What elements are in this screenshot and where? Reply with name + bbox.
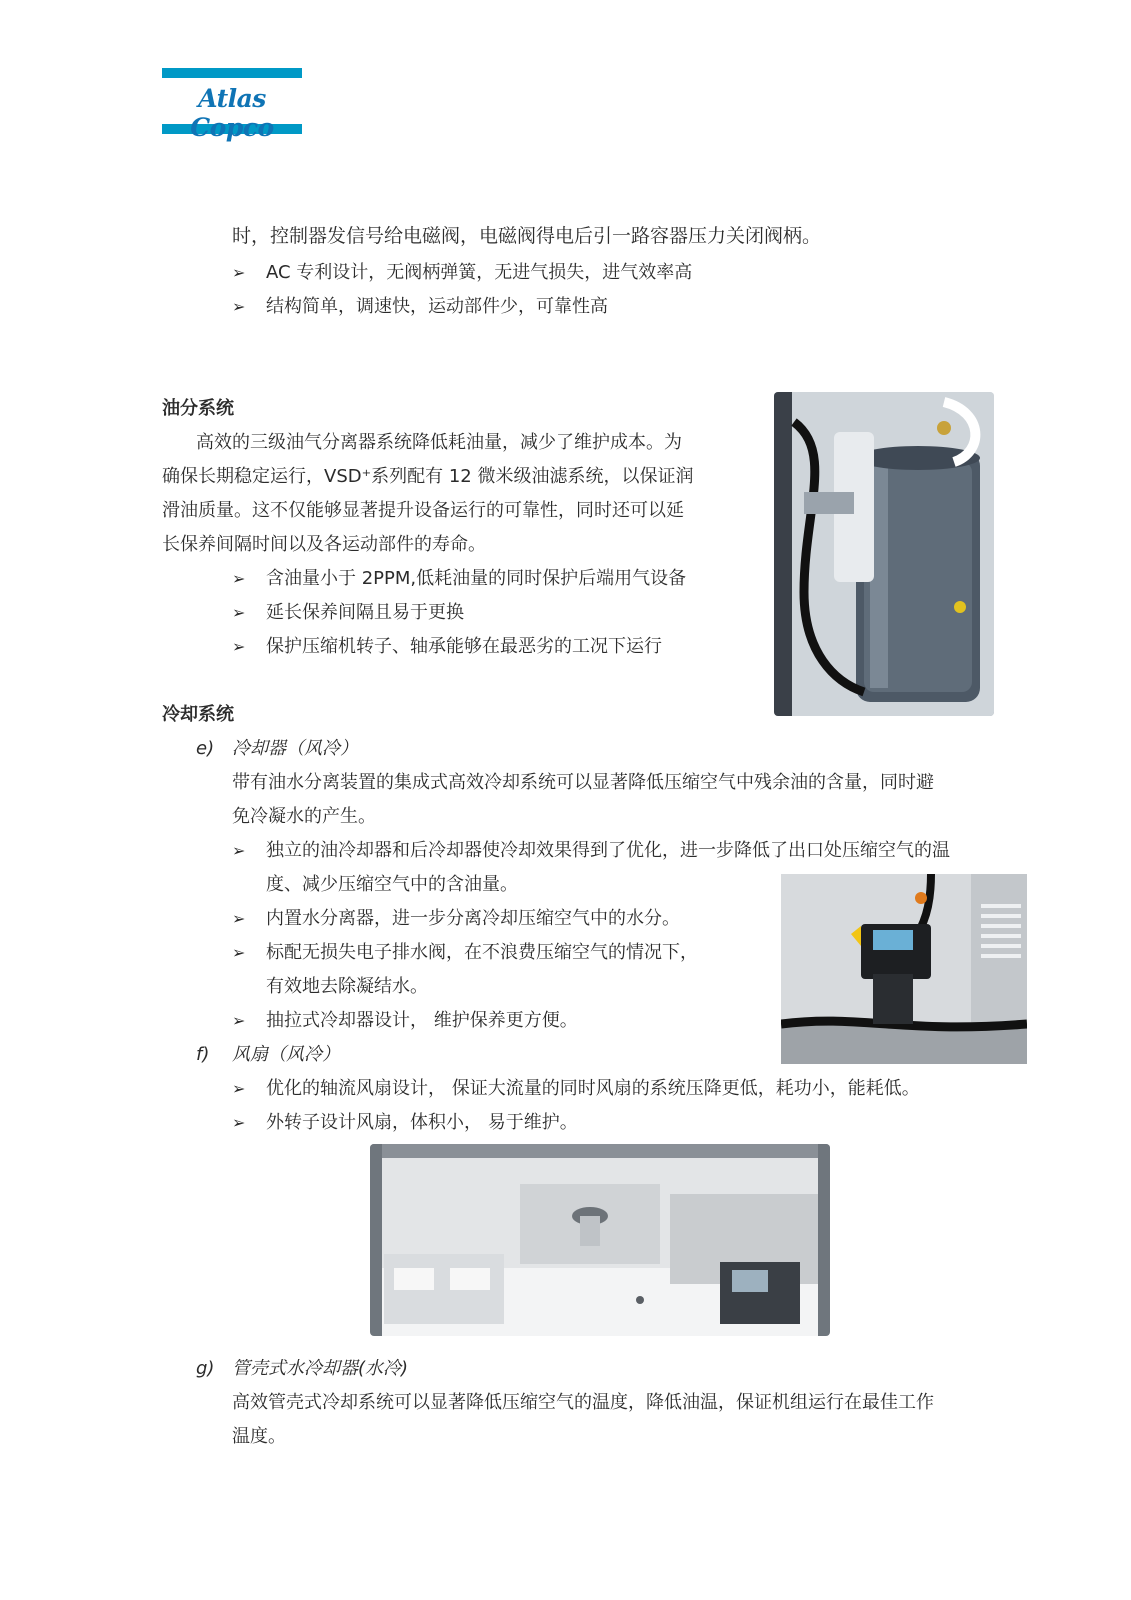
- oil-paragraph-line-4: 长保养间隔时间以及各运动部件的寿命。: [162, 534, 486, 555]
- oil-bullet-3: 保护压缩机转子、轴承能够在最恶劣的工况下运行: [266, 636, 662, 657]
- logo-top-stripe: [162, 68, 302, 78]
- oil-bullet-1: 含油量小于 2PPM,低耗油量的同时保护后端用气设备: [266, 568, 687, 589]
- oil-paragraph-line-3: 滑油质量。这不仅能够显著提升设备运行的可靠性，同时还可以延: [162, 500, 684, 521]
- cooling-section-heading: 冷却系统: [162, 704, 234, 725]
- oil-separator-photo: [774, 392, 994, 716]
- intro-line: 时，控制器发信号给电磁阀，电磁阀得电后引一路容器压力关闭阀柄。: [232, 225, 822, 247]
- drain-valve-photo: [781, 874, 1027, 1064]
- bullet-glyph: ➢: [232, 603, 246, 622]
- bullet-glyph: ➢: [232, 1079, 246, 1098]
- atlas-copco-logo: Atlas Copco: [190, 84, 274, 142]
- drain-valve-illustration: [781, 874, 1027, 1064]
- item-g-marker: g): [196, 1358, 215, 1379]
- oil-section-heading: 油分系统: [162, 398, 234, 419]
- item-e-bullet-3-line-1: 标配无损失电子排水阀，在不浪费压缩空气的情况下，: [266, 942, 698, 963]
- item-e-paragraph-line-1: 带有油水分离装置的集成式高效冷却系统可以显著降低压缩空气中残余油的含量，同时避: [232, 772, 934, 793]
- fan-compressor-illustration: [370, 1144, 830, 1336]
- item-g-paragraph-line-2: 温度。: [232, 1426, 286, 1447]
- item-f-bullet-2: 外转子设计风扇，体积小， 易于维护。: [266, 1112, 578, 1133]
- bullet-glyph: ➢: [232, 637, 246, 656]
- top-bullet-2: 结构简单，调速快，运动部件少，可靠性高: [266, 296, 608, 317]
- item-g-title: 管壳式水冷却器(水冷): [232, 1358, 409, 1379]
- item-g-paragraph-line-1: 高效管壳式冷却系统可以显著降低压缩空气的温度，降低油温，保证机组运行在最佳工作: [232, 1392, 934, 1413]
- item-f-bullet-1: 优化的轴流风扇设计， 保证大流量的同时风扇的系统压降更低，耗功小，能耗低。: [266, 1078, 920, 1099]
- top-bullet-1: AC 专利设计，无阀柄弹簧，无进气损失，进气效率高: [266, 262, 693, 283]
- bullet-glyph: ➢: [232, 569, 246, 588]
- item-e-bullet-4: 抽拉式冷却器设计， 维护保养更方便。: [266, 1010, 578, 1031]
- item-f-marker: f): [196, 1044, 210, 1065]
- bullet-glyph: ➢: [232, 297, 246, 316]
- bullet-glyph: ➢: [232, 841, 246, 860]
- oil-bullet-2: 延长保养间隔且易于更换: [266, 602, 464, 623]
- fan-compressor-photo: [370, 1144, 830, 1336]
- item-e-bullet-1-line-1: 独立的油冷却器和后冷却器使冷却效果得到了优化，进一步降低了出口处压缩空气的温: [266, 840, 950, 861]
- item-e-bullet-3-line-2: 有效地去除凝结水。: [266, 976, 428, 997]
- bullet-glyph: ➢: [232, 909, 246, 928]
- item-e-title: 冷却器（风冷）: [232, 738, 358, 759]
- item-e-bullet-1-line-2: 度、减少压缩空气中的含油量。: [266, 874, 518, 895]
- bullet-glyph: ➢: [232, 1011, 246, 1030]
- bullet-glyph: ➢: [232, 263, 246, 282]
- bullet-glyph: ➢: [232, 943, 246, 962]
- item-e-paragraph-line-2: 免冷凝水的产生。: [232, 806, 376, 827]
- oil-paragraph-line-1: 高效的三级油气分离器系统降低耗油量，减少了维护成本。为: [196, 432, 682, 453]
- item-e-bullet-2: 内置水分离器，进一步分离冷却压缩空气中的水分。: [266, 908, 680, 929]
- oil-separator-illustration: [774, 392, 994, 716]
- bullet-glyph: ➢: [232, 1113, 246, 1132]
- item-f-title: 风扇（风冷）: [232, 1044, 340, 1065]
- oil-paragraph-line-2: 确保长期稳定运行，VSD⁺系列配有 12 微米级油滤系统，以保证润: [162, 466, 694, 487]
- item-e-marker: e): [196, 738, 215, 759]
